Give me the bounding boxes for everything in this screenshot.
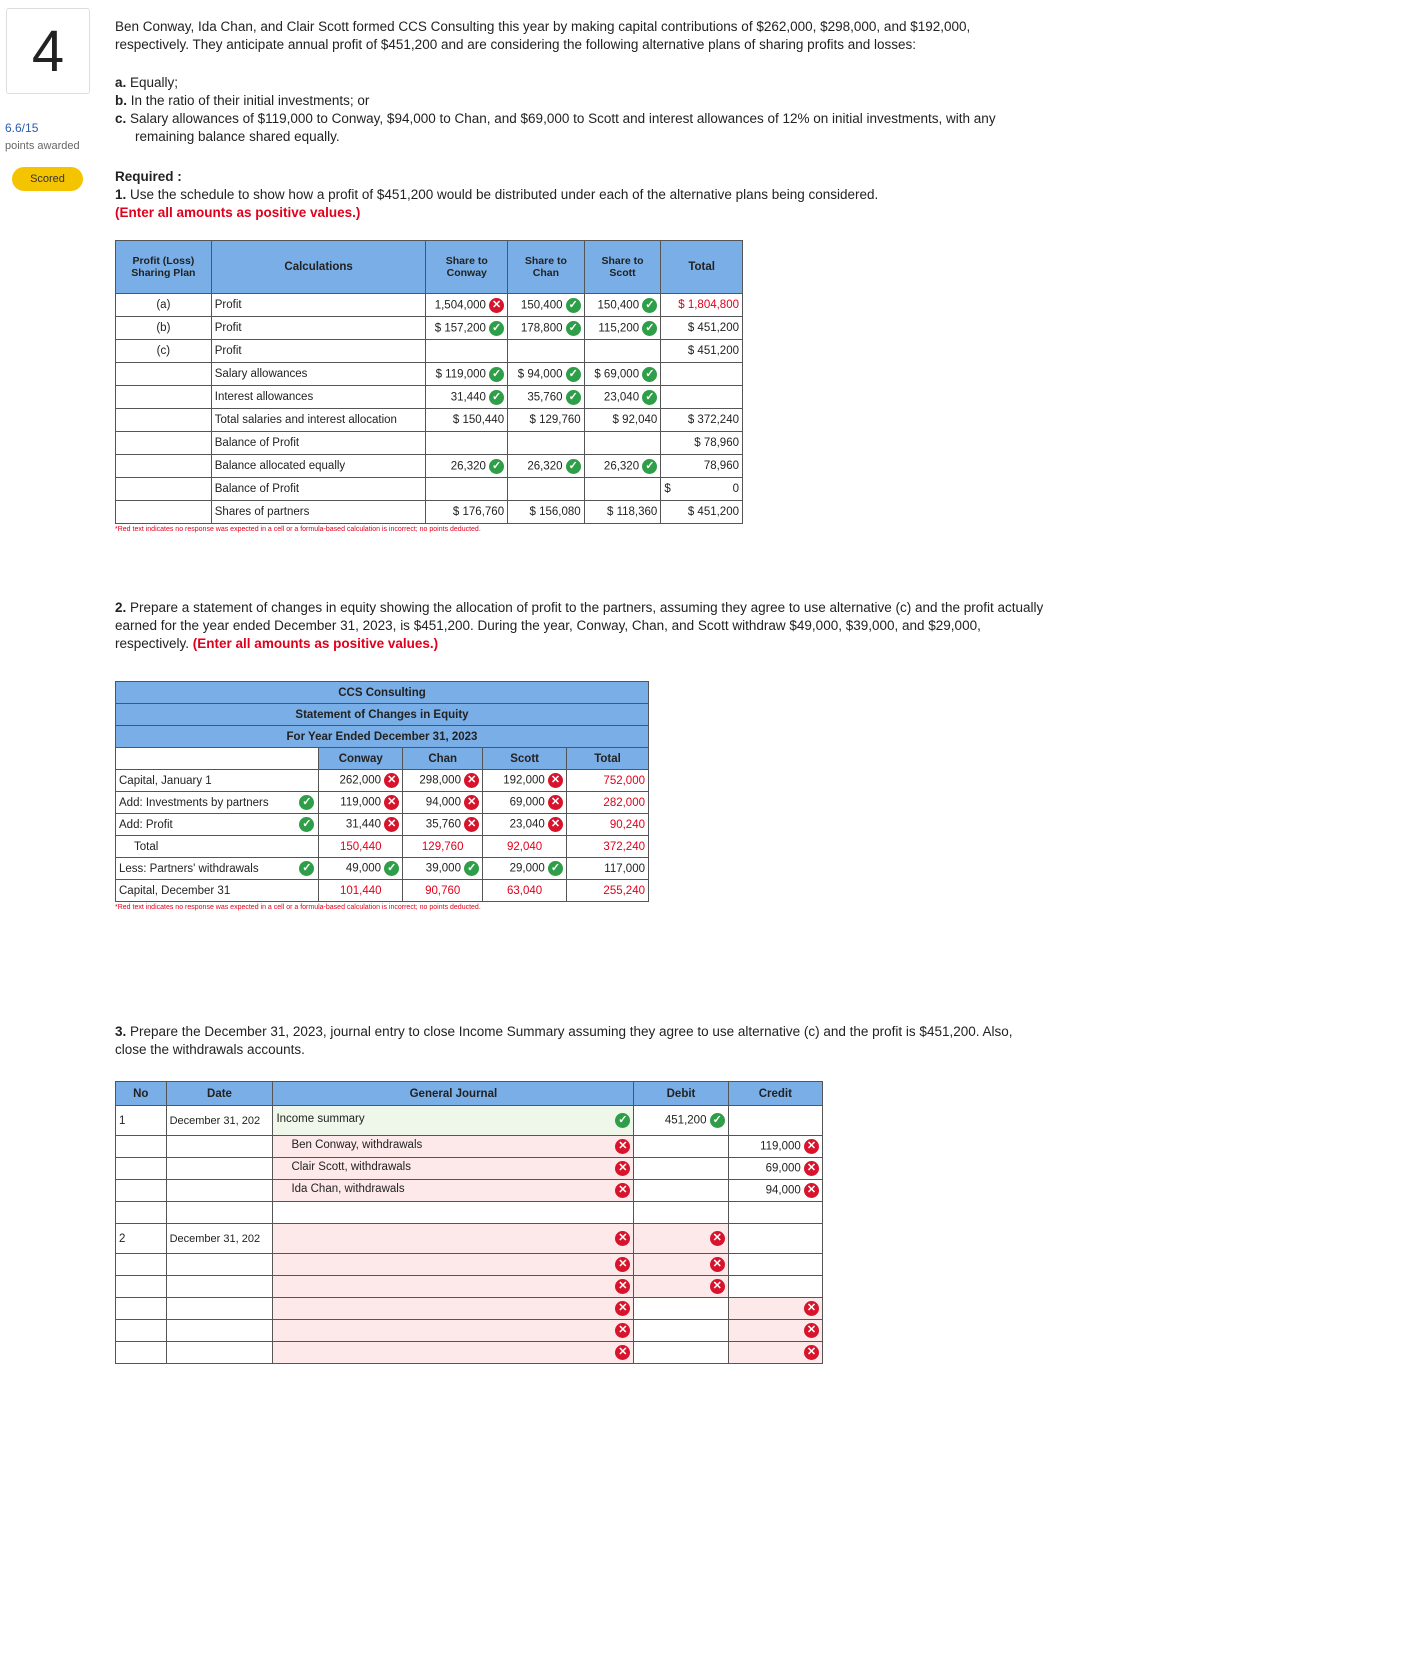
salary-chan-input[interactable]: $ 94,000 ✓ <box>508 363 585 386</box>
correct-icon: ✓ <box>566 367 581 382</box>
question-number: 4 <box>6 8 90 94</box>
correct-icon: ✓ <box>642 459 657 474</box>
b-total: $ 451,200 <box>661 317 743 340</box>
incorrect-icon: ✕ <box>615 1161 630 1176</box>
stmt-row-capital-dec: Capital, December 31 101,440 90,760 63,040 255,240 <box>116 880 649 902</box>
requirement-2: 2. Prepare a statement of changes in equity showing the allocation of profit to the partners, assuming they agree to use alternative (c) and the profit actually earned for the year ended December 31, 2023, is $451,200. During the year, Conway, Chan, and Scott withdraw $49,000, $39,000, and $29,000, respectively. (Enter all amounts as positive values.) <box>115 600 1044 651</box>
col-chan: Share to Chan <box>508 241 585 294</box>
incorrect-icon: ✕ <box>615 1231 630 1246</box>
row-a-profit: (a) Profit 1,504,000 ✕ 150,400 ✓ 150,400 ✓ $ 1,804,800 <box>116 294 743 317</box>
journal-row-7 <box>116 1254 823 1276</box>
incorrect-icon: ✕ <box>489 298 504 313</box>
intro-text: Ben Conway, Ida Chan, and Clair Scott formed CCS Consulting this year by making capital contributions of $262,000, $298,000, and $192,000, respectively. They anticipate annual profit of $451,200 and are considering the following alternative plans of sharing profits and losses: <box>115 19 971 52</box>
row-c-profit: (c) Profit $ 451,200 <box>116 340 743 363</box>
interest-conway-input[interactable]: 31,440 ✓ <box>426 386 508 409</box>
correct-icon: ✓ <box>464 861 479 876</box>
plan-options <box>115 74 1045 146</box>
stmt-row-investments: Add: Investments by partners ✓ 119,000 ✕ 94,000 ✕ 69,000 ✕ 282,000 <box>116 792 649 814</box>
correct-icon: ✓ <box>299 795 314 810</box>
incorrect-icon: ✕ <box>384 795 399 810</box>
eq-scott-input[interactable]: 26,320 ✓ <box>584 455 661 478</box>
points-awarded-label: points awarded <box>5 140 80 152</box>
col-scott: Share to Scott <box>584 241 661 294</box>
red-text-note: *Red text indicates no response was expected in a cell or a formula-based calculation is incorrect; no points deducted. <box>115 526 481 533</box>
correct-icon: ✓ <box>566 390 581 405</box>
stmt-period: For Year Ended December 31, 2023 <box>116 726 649 748</box>
correct-icon: ✓ <box>384 861 399 876</box>
correct-icon: ✓ <box>710 1113 725 1128</box>
col-plan: Profit (Loss) Sharing Plan <box>116 241 212 294</box>
points-awarded: 6.6/15 <box>5 121 39 135</box>
journal-row-1: 1 December 31, 202 Income summary ✓ 451,200 ✓ <box>116 1106 823 1136</box>
incorrect-icon: ✕ <box>615 1323 630 1338</box>
correct-icon: ✓ <box>489 321 504 336</box>
a-conway-input[interactable]: 1,504,000 ✕ <box>426 294 508 317</box>
eq-chan-input[interactable]: 26,320 ✓ <box>508 455 585 478</box>
incorrect-icon: ✕ <box>804 1345 819 1360</box>
incorrect-icon: ✕ <box>710 1231 725 1246</box>
correct-icon: ✓ <box>642 321 657 336</box>
incorrect-icon: ✕ <box>710 1279 725 1294</box>
incorrect-icon: ✕ <box>804 1183 819 1198</box>
requirement-3: 3. Prepare the December 31, 2023, journal entry to close Income Summary assuming they agree to use alternative (c) and the profit is $451,200. Also, close the withdrawals accounts. <box>115 1024 1013 1057</box>
incorrect-icon: ✕ <box>615 1301 630 1316</box>
journal-row-3: Clair Scott, withdrawals ✕ 69,000 ✕ <box>116 1158 823 1180</box>
incorrect-icon: ✕ <box>464 795 479 810</box>
row-shares: Shares of partners $ 176,760 $ 156,080 $ 118,360 $ 451,200 <box>116 501 743 524</box>
stmt-company: CCS Consulting <box>116 682 649 704</box>
correct-icon: ✓ <box>489 390 504 405</box>
journal-row-10 <box>116 1320 823 1342</box>
c-total: $ 451,200 <box>661 340 743 363</box>
correct-icon: ✓ <box>566 459 581 474</box>
correct-icon: ✓ <box>548 861 563 876</box>
option-c: c. Salary allowances of $119,000 to Conway, $94,000 to Chan, and $69,000 to Scott and interest allowances of 12% on initial investments, with any remaining balance shared equally. <box>115 111 996 144</box>
a-scott-input[interactable]: 150,400 ✓ <box>584 294 661 317</box>
requirement-1: 1. Use the schedule to show how a profit of $451,200 would be distributed under each of the alternative plans being considered. (Enter all amounts as positive values.) <box>115 187 879 220</box>
incorrect-icon: ✕ <box>464 773 479 788</box>
row-total-salaries: Total salaries and interest allocation $ 150,440 $ 129,760 $ 92,040 $ 372,240 <box>116 409 743 432</box>
journal-row-8 <box>116 1276 823 1298</box>
row-salary: Salary allowances $ 119,000 ✓ $ 94,000 ✓ $ 69,000 ✓ <box>116 363 743 386</box>
correct-icon: ✓ <box>299 817 314 832</box>
option-b: b. In the ratio of their initial investments; or <box>115 93 370 108</box>
incorrect-icon: ✕ <box>710 1257 725 1272</box>
journal-row-5 <box>116 1202 823 1224</box>
incorrect-icon: ✕ <box>615 1257 630 1272</box>
interest-scott-input[interactable]: 23,040 ✓ <box>584 386 661 409</box>
incorrect-icon: ✕ <box>548 795 563 810</box>
journal-row-9 <box>116 1298 823 1320</box>
correct-icon: ✓ <box>642 298 657 313</box>
correct-icon: ✓ <box>489 367 504 382</box>
stmt-row-withdrawals: Less: Partners' withdrawals ✓ 49,000 ✓ 39,000 ✓ 29,000 ✓ 117,000 <box>116 858 649 880</box>
incorrect-icon: ✕ <box>804 1323 819 1338</box>
incorrect-icon: ✕ <box>804 1301 819 1316</box>
row-balance-2: Balance of Profit $ 0 <box>116 478 743 501</box>
salary-scott-input[interactable]: $ 69,000 ✓ <box>584 363 661 386</box>
journal-row-2: Ben Conway, withdrawals ✕ 119,000 ✕ <box>116 1136 823 1158</box>
b-scott-input[interactable]: 115,200 ✓ <box>584 317 661 340</box>
correct-icon: ✓ <box>489 459 504 474</box>
interest-chan-input[interactable]: 35,760 ✓ <box>508 386 585 409</box>
incorrect-icon: ✕ <box>384 817 399 832</box>
a-total: $ 1,804,800 <box>661 294 743 317</box>
required-label: Required : <box>115 169 182 184</box>
status-badge: Scored <box>12 167 83 191</box>
col-total: Total <box>661 241 743 294</box>
col-conway: Share to Conway <box>426 241 508 294</box>
incorrect-icon: ✕ <box>615 1345 630 1360</box>
stmt-row-profit: Add: Profit ✓ 31,440 ✕ 35,760 ✕ 23,040 ✕ 90,240 <box>116 814 649 836</box>
incorrect-icon: ✕ <box>804 1139 819 1154</box>
journal-row-11 <box>116 1342 823 1364</box>
incorrect-icon: ✕ <box>615 1279 630 1294</box>
profit-sharing-schedule <box>115 240 743 524</box>
option-a: a. Equally; <box>115 75 179 90</box>
b-chan-input[interactable]: 178,800 ✓ <box>508 317 585 340</box>
correct-icon: ✓ <box>615 1113 630 1128</box>
salary-conway-input[interactable]: $ 119,000 ✓ <box>426 363 508 386</box>
row-interest: Interest allowances 31,440 ✓ 35,760 ✓ 23,040 ✓ <box>116 386 743 409</box>
journal-row-6: 2 December 31, 202 ✕ ✕ <box>116 1224 823 1254</box>
eq-conway-input[interactable]: 26,320 ✓ <box>426 455 508 478</box>
incorrect-icon: ✕ <box>548 817 563 832</box>
statement-changes-equity: CCS Consulting Statement of Changes in Equity For Year Ended December 31, 2023 Conway Chan Scott Total Capital, January 1 262,000 ✕ 298,000 ✕ 192,000 ✕ 752,000 Add: Investments by partners ✓ 119,000 ✕ 94,000 ✕ 69,000 ✕ 282,000 Add: Profit ✓ 31,440 ✕ 35,760 ✕ 23,040 ✕ 90,240 Total 150,440 129,760 92,040 372,240 Less: Partners' withdrawals ✓ 49,000 ✓ 39,000 ✓ 29,000 ✓ 117,000 Capital, December 31 101,440 90,760 63,040 255,240 <box>115 681 649 902</box>
correct-icon: ✓ <box>566 321 581 336</box>
correct-icon: ✓ <box>566 298 581 313</box>
incorrect-icon: ✕ <box>804 1161 819 1176</box>
incorrect-icon: ✕ <box>548 773 563 788</box>
col-calculations: Calculations <box>211 241 426 294</box>
account-select[interactable]: Income summary ✓ <box>273 1106 634 1136</box>
b-conway-input[interactable]: $ 157,200 ✓ <box>426 317 508 340</box>
row-balance-equally: Balance allocated equally 26,320 ✓ 26,320 ✓ 26,320 ✓ 78,960 <box>116 455 743 478</box>
a-chan-input[interactable]: 150,400 ✓ <box>508 294 585 317</box>
journal-row-4: Ida Chan, withdrawals ✕ 94,000 ✕ <box>116 1180 823 1202</box>
incorrect-icon: ✕ <box>464 817 479 832</box>
stmt-row-capital-jan: Capital, January 1 262,000 ✕ 298,000 ✕ 192,000 ✕ 752,000 <box>116 770 649 792</box>
general-journal: No Date General Journal Debit Credit 1 December 31, 202 Income summary ✓ 451,200 ✓ Ben Conway, withdrawals ✕ 119,000 ✕ Clair Scott, withdrawals ✕ 69,000 ✕ Ida Chan, withdrawals ✕ 94,000 ✕ 2 December 31, 202 ✕ ✕ ✕ ✕ ✕ ✕ ✕ ✕ ✕ ✕ ✕ ✕ <box>115 1081 823 1364</box>
row-balance-1: Balance of Profit $ 78,960 <box>116 432 743 455</box>
correct-icon: ✓ <box>642 390 657 405</box>
red-text-note-2: *Red text indicates no response was expected in a cell or a formula-based calculation is incorrect; no points deducted. <box>115 904 481 911</box>
row-b-profit: (b) Profit $ 157,200 ✓ 178,800 ✓ 115,200 ✓ $ 451,200 <box>116 317 743 340</box>
stmt-row-total: Total 150,440 129,760 92,040 372,240 <box>116 836 649 858</box>
incorrect-icon: ✕ <box>384 773 399 788</box>
incorrect-icon: ✕ <box>615 1183 630 1198</box>
stmt-title: Statement of Changes in Equity <box>116 704 649 726</box>
question-content <box>115 18 1045 1364</box>
correct-icon: ✓ <box>299 861 314 876</box>
correct-icon: ✓ <box>642 367 657 382</box>
incorrect-icon: ✕ <box>615 1139 630 1154</box>
